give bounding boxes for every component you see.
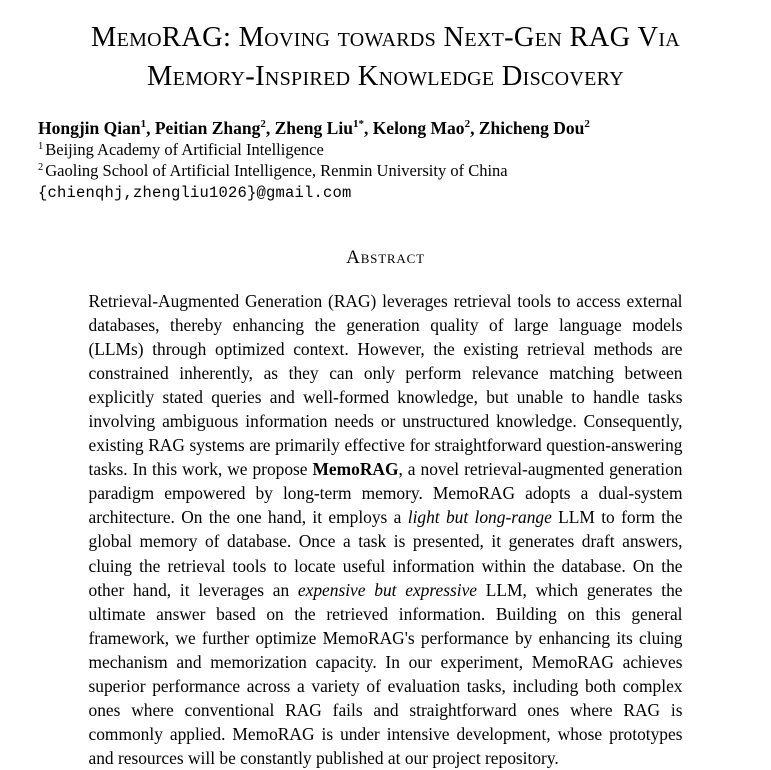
abstract-text: Retrieval-Augmented Generation (RAG) leverages retrieval tools to access external databases, thereby enhancing the generation quality of large language models (LLMs) through optimized context. However, the existing retrieval methods are constrained inherently, as they can only perform relevance matching between explicitly stated queries and well-formed knowledge, but unable to handle tasks involving ambiguous information needs or unstructured knowledge. Consequently, existing RAG systems are primarily effective for straightforward question-answering tasks. In this work, we propose	[88, 291, 683, 480]
paper-title-line-1: MemoRAG: Moving towards Next-Gen RAG Via	[90, 22, 681, 53]
author-affiliation-marker: 1	[140, 118, 147, 131]
abstract-text: , a novel retrieval-augmented generation paradigm empowered by long-term memory. MemoRAG adopts a dual-system architecture. On the one hand, it employs a	[88, 459, 683, 528]
abstract-text: LLM to form the global memory of database. Once a task is presented, it generates draft answers, cluing the retrieval tools to locate useful information within the database. On the other hand, it leverages an	[88, 507, 683, 600]
abstract-heading: Abstract	[346, 247, 425, 268]
abstract-emphasis-italic: light but long-range	[407, 507, 552, 528]
affiliation-1	[38, 139, 733, 160]
affiliation-marker: 1	[38, 140, 44, 152]
affiliation-text: Beijing Academy of Artificial Intelligence	[45, 140, 324, 159]
author-affiliation-marker: 1*	[352, 118, 364, 131]
author-name: Hongjin Qian	[38, 118, 141, 138]
paper-title-line-2: Memory-Inspired Knowledge Discovery	[147, 61, 624, 92]
affiliation-marker: 2	[38, 161, 44, 173]
author-block	[0, 117, 771, 204]
abstract-emphasis-italic: expensive but expressive	[297, 579, 478, 600]
affiliation-2	[38, 160, 733, 181]
abstract-body	[89, 289, 683, 770]
author-name: Kelong Mao	[372, 118, 465, 138]
abstract-emphasis-bold: MemoRAG	[312, 459, 399, 480]
author-affiliation-marker: 2	[584, 118, 590, 131]
author-name: Zhicheng Dou	[478, 118, 585, 138]
paper-title	[0, 0, 771, 96]
author-affiliation-marker: 2	[464, 118, 471, 131]
abstract-text: LLM, which generates the ultimate answer based on the retrieved information. Building on this general framework, we further optimize MemoRAG's performance by enhancing its cluing mechanism and memorization capacity. In our experiment, MemoRAG achieves superior performance across a variety of evaluation tasks, including both complex ones where conventional RAG fails and straightforward ones where RAG is commonly applied. MemoRAG is under intensive development, whose prototypes and resources will be constantly published at our project repository.	[88, 579, 683, 768]
contact-email: {chienqhj,zhengliu1026}@gmail.com	[38, 184, 352, 202]
author-affiliation-marker: 2	[260, 118, 266, 131]
author-list: Hongjin Qian$^1$, Peitian Zhang$^2$, Zheng Liu$^{1*}$, Kelong Mao$^2$, Zhicheng Dou$^2$	[38, 118, 590, 138]
affiliation-text: Gaoling School of Artificial Intelligence, Renmin University of China	[45, 161, 508, 180]
author-name: Zheng Liu	[274, 118, 353, 138]
author-name: Peitian Zhang	[154, 118, 261, 138]
